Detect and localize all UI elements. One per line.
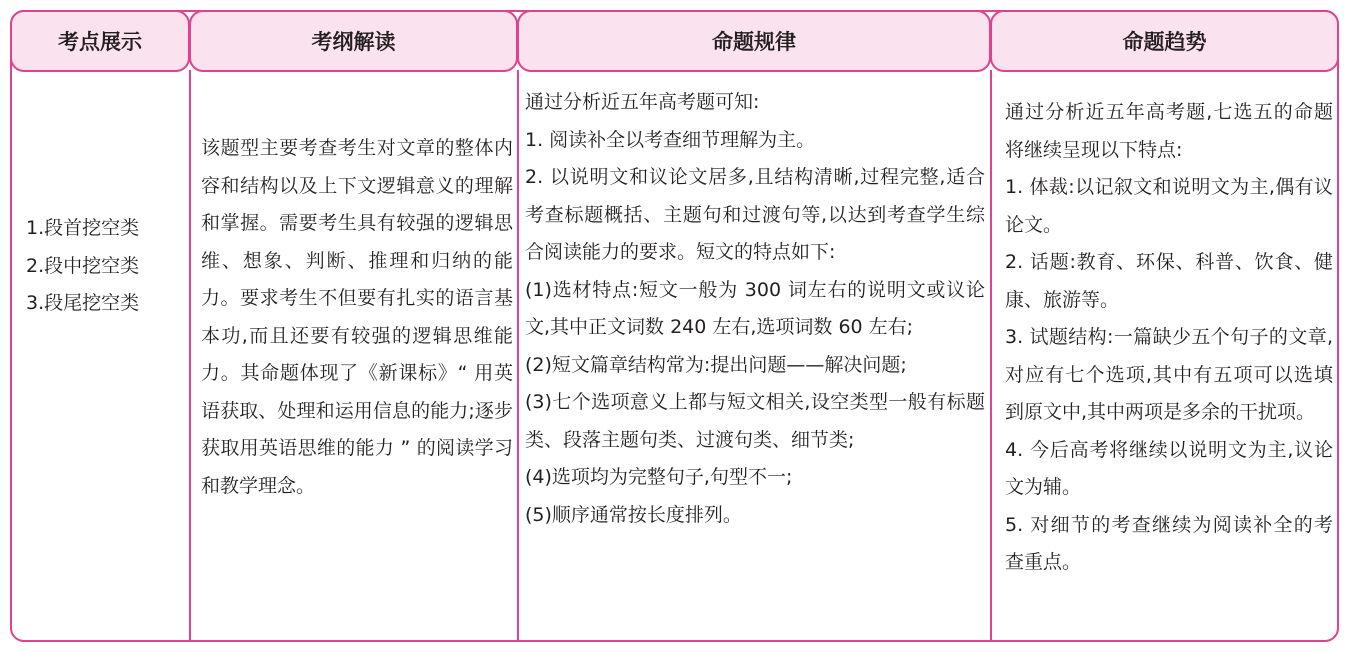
paragraph: 4. 今后高考将继续以说明文为主,议论文为辅。 [1005,438,1333,498]
paragraph: 2. 以说明文和议论文居多,且结构清晰,过程完整,适合考查标题概括、主题句和过渡句等,以达到考查学生综合阅读能力的要求。短文的特点如下: [525,166,985,263]
header-syllabus-interpretation: 考纲解读 [189,10,518,72]
list-item: 1.段首挖空类 [26,217,140,239]
proposition-trends-cell [1005,94,1333,582]
paragraph: 1. 阅读补全以考查细节理解为主。 [525,128,816,151]
list-item: 2.段中挖空类 [26,254,140,277]
paragraph: (4)选项均为完整句子,句型不一; [525,466,793,488]
paragraph: (3)七个选项意义上都与短文相关,设空类型一般有标题类、段落主题句类、过渡句类、细节类; [525,391,985,451]
paragraph: 通过分析近五年高考题可知: [525,91,760,113]
paragraph: 3. 试题结构:一篇缺少五个句子的文章,对应有七个选项,其中有五项可以选填到原文中,其中两项是多余的干扰项。 [1005,326,1333,423]
paragraph: 2. 话题:教育、环保、科普、饮食、健康、旅游等。 [1005,251,1333,311]
paragraph: 1. 体裁:以记叙文和说明文为主,偶有议论文。 [1005,176,1333,236]
paragraph: (2)短文篇章结构常为:提出问题——解决问题; [525,353,907,376]
paragraph: (5)顺序通常按长度排列。 [525,503,742,526]
column-divider [189,70,191,642]
paragraph: 该题型主要考查考生对文章的整体内容和结构以及上下文逻辑意义的理解和掌握。需要考生具有较强的逻辑思维、想象、判断、推理和归纳的能力。要求考生不但要有扎实的语言基本功,而且还要有较强的逻辑思维能力。其命题体现了《新课标》“ 用英语获取、处理和运用信息的能力;逐步获取用英语思维的能力 ” 的阅读学习和教学理念。 [201,137,513,497]
exam-points-cell [26,210,186,323]
syllabus-interpretation-cell [201,130,513,505]
paragraph: (1)选材特点:短文一般为 300 词左右的说明文或议论文,其中正文词数 240 左右,选项词数 60 左右; [525,278,985,338]
paragraph: 5. 对细节的考查继续为阅读补全的考查重点。 [1005,513,1333,573]
list-item: 3.段尾挖空类 [26,292,140,314]
header-proposition-rules: 命题规律 [517,10,991,72]
column-divider [517,70,519,642]
header-proposition-trends: 命题趋势 [990,10,1339,72]
column-divider [990,70,992,642]
paragraph: 通过分析近五年高考题,七选五的命题将继续呈现以下特点: [1005,101,1333,161]
header-exam-points: 考点展示 [10,10,190,72]
proposition-rules-cell [525,84,985,534]
